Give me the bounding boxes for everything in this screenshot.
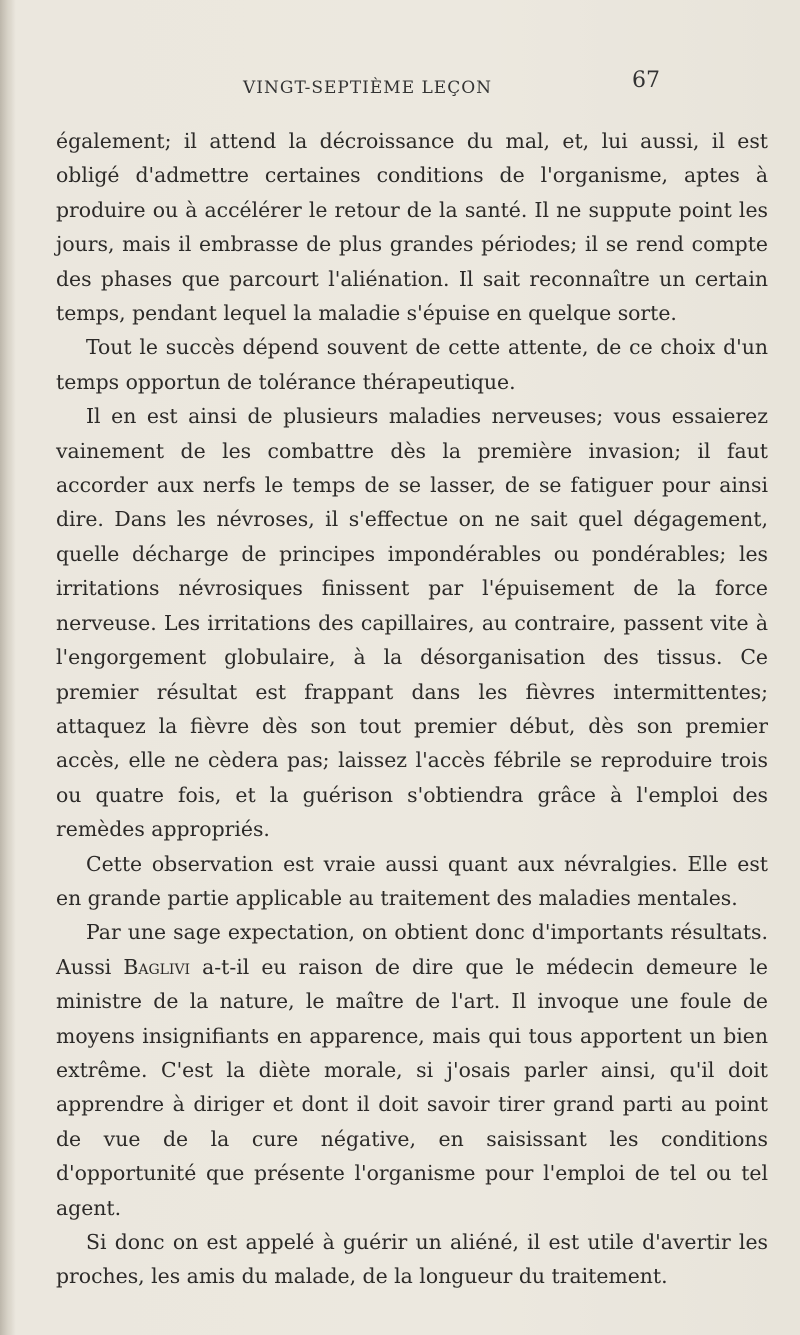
paragraph-4: Cette observation est vraie aussi quant aux névralgies. Elle est en grande partie applicable au traitement des maladies mentales.	[56, 851, 768, 910]
author-name-baglivi: Baglivi	[123, 954, 191, 979]
body-text	[56, 124, 768, 1294]
paragraph-5-end: a-t-il eu raison de dire que le médecin demeure le ministre de la nature, le maître de l'art. Il invoque une foule de moyens insignifiants en apparence, mais qui tous apportent un bien extrême. C'est la diète morale, si j'osais parler ainsi, qu'il doit apprendre à diriger et dont il doit savoir tirer grand parti au point de vue de la cure négative, en saisissant les conditions d'opportunité que présente l'organisme pour l'emploi de tel ou tel agent.	[56, 954, 768, 1220]
paragraph-6: Si donc on est appelé à guérir un aliéné, il est utile d'avertir les proches, les amis du malade, de la longueur du traitement.	[56, 1230, 768, 1289]
paragraph-1: également; il attend la décroissance du mal, et, lui aussi, il est obligé d'admettre certaines conditions de l'organisme, aptes à produire ou à accélérer le retour de la santé. Il ne suppute point les jours, mais il embrasse de plus grandes périodes; il se rend compte des phases que parcourt l'aliénation. Il sait reconnaître un certain temps, pendant lequel la maladie s'épuise en quelque sorte.	[56, 129, 768, 326]
paragraph-3: Il en est ainsi de plusieurs maladies nerveuses; vous essaierez vainement de les combattre dès la première invasion; il faut accorder aux nerfs le temps de se lasser, de se fatiguer pour ainsi dire. Dans les névroses, il s'effectue on ne sait quel dégagement, quelle décharge de principes impondérables ou pondérables; les irritations névrosiques finissent par l'épuisement de la force nerveuse. Les irritations des capillaires, au contraire, passent vite à l'engorgement globulaire, à la désorganisation des tissus. Ce premier résultat est frappant dans les fièvres intermittentes; attaquez la fièvre dès son tout premier début, dès son premier accès, elle ne cèdera pas; laissez l'accès fébrile se reproduire trois ou quatre fois, et la guérison s'obtiendra grâce à l'emploi des remèdes appropriés.	[56, 404, 768, 842]
paragraph-5-start: Par une sage expectation, on obtient donc d'importants résultats. Aussi	[56, 920, 768, 979]
page-number: 67	[632, 68, 660, 93]
paragraph-5	[56, 915, 768, 1225]
paragraph-2: Tout le succès dépend souvent de cette attente, de ce choix d'un temps opportun de tolérance thérapeutique.	[56, 335, 768, 394]
binding-shadow	[0, 0, 16, 1335]
running-head: VINGT-SEPTIÈME LEÇON	[243, 78, 493, 98]
